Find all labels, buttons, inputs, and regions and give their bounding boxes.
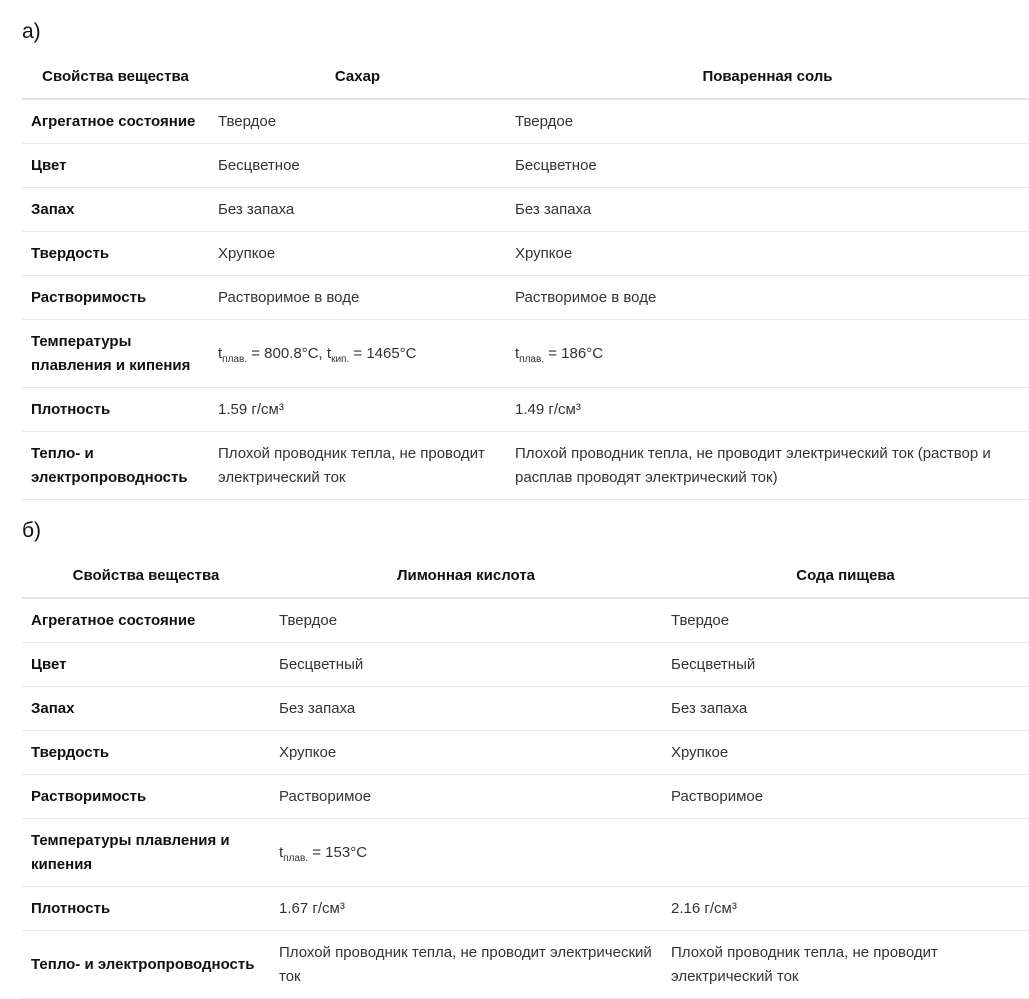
property-name: Плотность <box>22 887 270 931</box>
cell-value: Твердое <box>209 99 506 144</box>
table-row <box>22 819 1029 887</box>
property-name: Запах <box>22 687 270 731</box>
property-name: Агрегатное состояние <box>22 598 270 643</box>
table-row <box>22 388 1029 432</box>
properties-table-b <box>22 554 1029 999</box>
cell-value: Растворимое <box>662 775 1029 819</box>
table-row <box>22 232 1029 276</box>
table-row <box>22 99 1029 144</box>
cell-value: Без запаха <box>270 687 662 731</box>
cell-value: 1.49 г/см³ <box>506 388 1029 432</box>
column-header-property: Свойства вещества <box>22 55 209 99</box>
cell-value: 1.59 г/см³ <box>209 388 506 432</box>
cell-value: Хрупкое <box>506 232 1029 276</box>
cell-value: Бесцветный <box>662 643 1029 687</box>
cell-value: Бесцветное <box>209 144 506 188</box>
cell-value-temperature: $t_{плав.} = 153^\circ C$ <box>270 819 662 887</box>
table-row <box>22 687 1029 731</box>
cell-value: Без запаха <box>506 188 1029 232</box>
table-row <box>22 432 1029 500</box>
section-label-a: а) <box>22 20 41 43</box>
property-name: Цвет <box>22 144 209 188</box>
cell-value: Хрупкое <box>662 731 1029 775</box>
cell-value: Плохой проводник тепла, не проводит электрический ток <box>209 432 506 500</box>
property-name: Твердость <box>22 731 270 775</box>
property-name: Температуры плавления и кипения <box>22 819 270 887</box>
table-row <box>22 276 1029 320</box>
property-name: Цвет <box>22 643 270 687</box>
cell-value: Плохой проводник тепла, не проводит электрический ток <box>270 931 662 999</box>
cell-value: Твердое <box>662 598 1029 643</box>
cell-value: Бесцветное <box>506 144 1029 188</box>
cell-value: Без запаха <box>662 687 1029 731</box>
column-header-citric-acid: Лимонная кислота <box>270 554 662 598</box>
property-name: Тепло- и электропроводность <box>22 432 209 500</box>
property-name: Растворимость <box>22 276 209 320</box>
property-name: Плотность <box>22 388 209 432</box>
table-row <box>22 144 1029 188</box>
cell-value: Плохой проводник тепла, не проводит электрический ток <box>662 931 1029 999</box>
cell-value: Твердое <box>506 99 1029 144</box>
cell-value: Растворимое в воде <box>209 276 506 320</box>
table-row <box>22 598 1029 643</box>
table-header-row <box>22 55 1029 99</box>
column-header-sugar: Сахар <box>209 55 506 99</box>
cell-value-temperature: $t_{плав.} = 186^\circ C$ <box>506 320 1029 388</box>
section-label-b: б) <box>22 519 42 542</box>
cell-value: Плохой проводник тепла, не проводит электрический ток (раствор и расплав проводят электрический ток) <box>506 432 1029 500</box>
cell-value: Растворимое <box>270 775 662 819</box>
table-row <box>22 931 1029 999</box>
property-name: Растворимость <box>22 775 270 819</box>
column-header-salt: Поваренная соль <box>506 55 1029 99</box>
cell-value: Хрупкое <box>270 731 662 775</box>
cell-value: Без запаха <box>209 188 506 232</box>
table-header-row <box>22 554 1029 598</box>
column-header-property: Свойства вещества <box>22 554 270 598</box>
cell-value: Твердое <box>270 598 662 643</box>
table-row <box>22 320 1029 388</box>
property-name: Запах <box>22 188 209 232</box>
table-row <box>22 731 1029 775</box>
properties-table-a <box>22 55 1029 500</box>
table-row <box>22 643 1029 687</box>
cell-value-temperature: $t_{плав.} = 800.8^\circ C$, $t_{кип.} = 1465^\circ C$ <box>209 320 506 388</box>
cell-value: Бесцветный <box>270 643 662 687</box>
cell-value: 2.16 г/см³ <box>662 887 1029 931</box>
cell-value <box>662 819 1029 887</box>
property-name: Температуры плавления и кипения <box>22 320 209 388</box>
property-name: Агрегатное состояние <box>22 99 209 144</box>
property-name: Тепло- и электропроводность <box>22 931 270 999</box>
cell-value: 1.67 г/см³ <box>270 887 662 931</box>
column-header-baking-soda: Сода пищева <box>662 554 1029 598</box>
table-row <box>22 775 1029 819</box>
cell-value: Растворимое в воде <box>506 276 1029 320</box>
table-row <box>22 188 1029 232</box>
cell-value: Хрупкое <box>209 232 506 276</box>
table-row <box>22 887 1029 931</box>
property-name: Твердость <box>22 232 209 276</box>
